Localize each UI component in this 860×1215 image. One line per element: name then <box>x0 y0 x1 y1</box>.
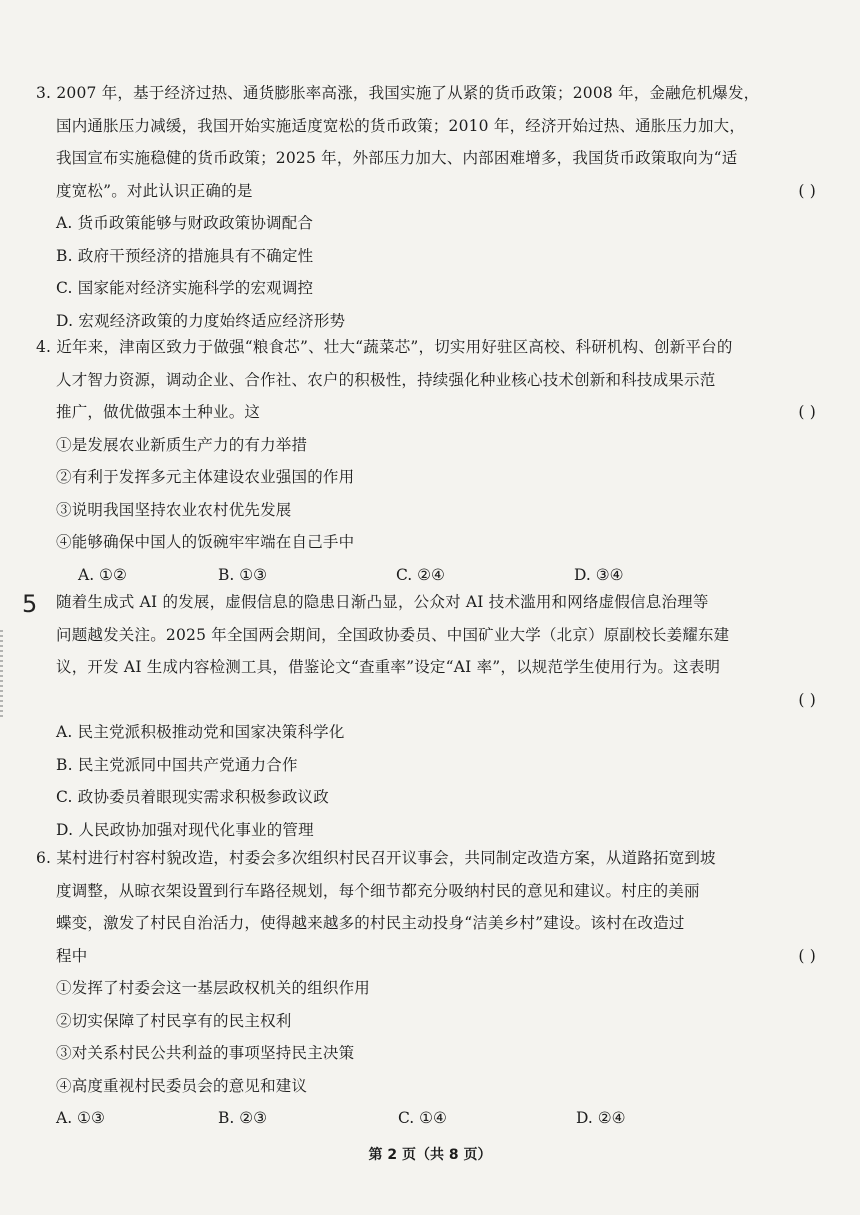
q4-choice-a: A. ①② <box>78 565 127 584</box>
q6-statement-1: ①发挥了村委会这一基层政权机关的组织作用 <box>56 979 371 997</box>
page-footer: 第 2 页（共 8 页） <box>368 1147 492 1163</box>
q3-stem-line-4: 度宽松”。对此认识正确的是 <box>56 181 253 200</box>
q4-answer-bracket: ( ) <box>798 403 816 421</box>
q4-statement-1: ①是发展农业新质生产力的有力举措 <box>56 435 308 454</box>
q6-stem-line-1: 6. 某村进行村容村貌改造，村委会多次组织村民召开议事会，共同制定改造方案，从道路拓宽到坡 <box>36 849 716 867</box>
q4-stem-line-3: 推广，做优做强本土种业。这 <box>56 403 261 421</box>
q6-statement-4: ④高度重视村民委员会的意见和建议 <box>56 1076 308 1095</box>
q3-option-c: C. 国家能对经济实施科学的宏观调控 <box>56 279 314 297</box>
q4-statement-3: ③说明我国坚持农业农村优先发展 <box>56 500 292 519</box>
q5-stem-line-2: 问题越发关注。2025 年全国两会期间，全国政协委员、中国矿业大学（北京）原副校长姜耀东建 <box>56 625 730 644</box>
handwritten-question-number: 5 <box>22 590 38 618</box>
q5-option-a: A. 民主党派积极推动党和国家决策科学化 <box>56 723 345 741</box>
q5-stem-line-1: 随着生成式 AI 的发展，虚假信息的隐患日渐凸显，公众对 AI 技术滥用和网络虚假信息治理等 <box>56 593 709 611</box>
q3-option-a: A. 货币政策能够与财政政策协调配合 <box>56 214 314 232</box>
q3-stem-line-2: 国内通胀压力减缓，我国开始实施适度宽松的货币政策；2010 年，经济开始过热、通胀压力加大， <box>56 116 746 135</box>
q6-choice-b: B. ②③ <box>218 1109 268 1127</box>
q6-choice-a: A. ①③ <box>56 1109 105 1127</box>
q5-option-b: B. 民主党派同中国共产党通力合作 <box>56 755 298 774</box>
q6-choices <box>36 1102 826 1135</box>
q3-stem-line-1: 3. 2007 年，基于经济过热、通货膨胀率高涨，我国实施了从紧的货币政策；2008 年，金融危机爆发， <box>36 84 760 102</box>
q4-choice-b: B. ①③ <box>218 565 268 584</box>
q5-answer-bracket: ( ) <box>798 690 816 709</box>
q4-choice-c: C. ②④ <box>396 565 445 584</box>
q4-statement-2: ②有利于发挥多元主体建设农业强国的作用 <box>56 468 355 486</box>
q5-option-d: D. 人民政协加强对现代化事业的管理 <box>56 820 314 839</box>
question-5 <box>36 586 826 846</box>
q6-answer-bracket: ( ) <box>798 946 816 965</box>
question-3 <box>36 77 826 337</box>
q3-option-d: D. 宏观经济政策的力度始终适应经济形势 <box>56 311 346 330</box>
q4-stem-line-1: 4. 近年来，津南区致力于做强“粮食芯”、壮大“蔬菜芯”，切实用好驻区高校、科研机构、创新平台的 <box>36 338 733 356</box>
question-6 <box>36 842 826 1135</box>
q6-stem-line-3: 蝶变，激发了村民自治活力，使得越来越多的村民主动投身“洁美乡村”建设。该村在改造过 <box>56 914 685 932</box>
q4-statement-4: ④能够确保中国人的饭碗牢牢端在自己手中 <box>56 533 355 551</box>
q6-statement-2: ②切实保障了村民享有的民主权利 <box>56 1011 292 1030</box>
scan-edge-mark <box>0 630 3 720</box>
q6-stem-line-4: 程中 <box>56 946 88 965</box>
q6-choice-c: C. ①④ <box>398 1109 447 1127</box>
q5-option-c: C. 政协委员着眼现实需求积极参政议政 <box>56 788 329 806</box>
question-4 <box>36 331 826 591</box>
q4-choice-d: D. ③④ <box>574 565 624 584</box>
q5-stem-line-3: 议，开发 AI 生成内容检测工具，借鉴论文“查重率”设定“AI 率”，以规范学生使用行为。这表明 <box>56 658 721 676</box>
q3-option-b: B. 政府干预经济的措施具有不确定性 <box>56 246 314 265</box>
q6-stem-line-2: 度调整，从晾衣架设置到行车路径规划，每个细节都充分吸纳村民的意见和建议。村庄的美丽 <box>56 881 700 900</box>
q3-answer-bracket: ( ) <box>798 181 816 200</box>
q4-stem-line-2: 人才智力资源，调动企业、合作社、农户的积极性，持续强化种业核心技术创新和科技成果示范 <box>56 370 716 389</box>
q6-choice-d: D. ②④ <box>576 1109 626 1127</box>
q6-statement-3: ③对关系村民公共利益的事项坚持民主决策 <box>56 1044 355 1062</box>
q3-stem-line-3: 我国宣布实施稳健的货币政策；2025 年，外部压力加大、内部困难增多，我国货币政策取向为“适 <box>56 149 738 167</box>
